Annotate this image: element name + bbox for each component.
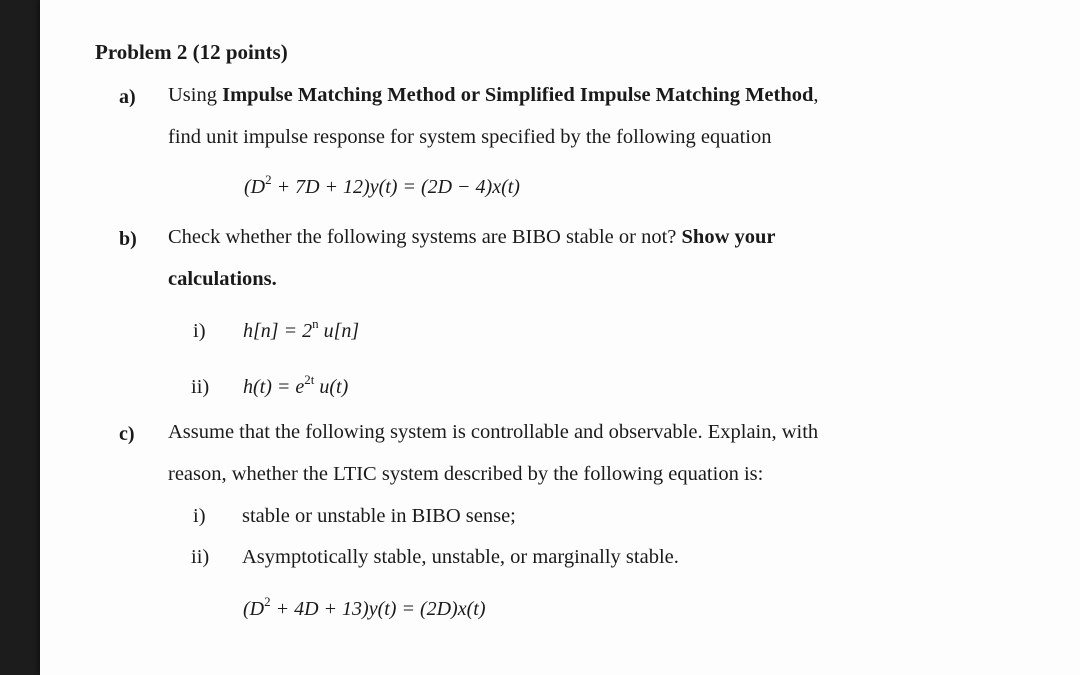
part-c-line2: reason, whether the LTIC system described by the following equation is: — [168, 463, 764, 485]
document-page — [40, 0, 1080, 675]
part-b-line1 — [168, 226, 776, 249]
part-a-label: a) — [119, 86, 136, 108]
part-b-calculations: calculations. — [168, 268, 277, 290]
part-c-item-1-text: stable or unstable in BIBO sense; — [242, 505, 516, 527]
part-b-line2 — [168, 268, 277, 291]
part-c-line1: Assume that the following system is controllable and observable. Explain, with — [168, 421, 819, 443]
part-a-line1 — [168, 84, 819, 107]
part-b-label: b) — [119, 228, 137, 250]
part-c-item-2-text: Asymptotically stable, unstable, or marginally stable. — [242, 546, 679, 568]
part-b-show-your: Show your — [681, 226, 776, 248]
part-c-equation: $(D^2 + 4D + 13)y(t) = (2D)x(t)$ — [243, 594, 486, 620]
part-b-line1-prefix: Check whether the following systems are BIBO stable or not? — [168, 226, 682, 248]
part-a-line1-suffix: , — [813, 84, 819, 106]
part-a-method-names: Impulse Matching Method or Simplified Impulse Matching Method — [222, 84, 814, 106]
part-c-item-2-label: ii) — [191, 546, 210, 568]
problem-title: Problem 2 (12 points) — [95, 40, 288, 64]
part-c-item-1-label: i) — [193, 505, 206, 527]
part-b-item-1-label: i) — [193, 320, 206, 342]
part-b-item-1-equation: $h[n] = 2^n$ u[n] — [243, 316, 360, 342]
part-b-item-2-label: ii) — [191, 376, 210, 398]
part-a-line1-prefix: Using — [168, 84, 223, 106]
part-b-item-2-equation: $h(t) = e^{2t}$ u(t) — [243, 372, 349, 398]
part-a-equation: $(D^2 + 7D + 12)y(t) = (2D - 4)x(t)$ — [244, 172, 520, 198]
part-a-line2: find unit impulse response for system specified by the following equation — [168, 126, 772, 148]
part-c-label: c) — [119, 423, 135, 445]
